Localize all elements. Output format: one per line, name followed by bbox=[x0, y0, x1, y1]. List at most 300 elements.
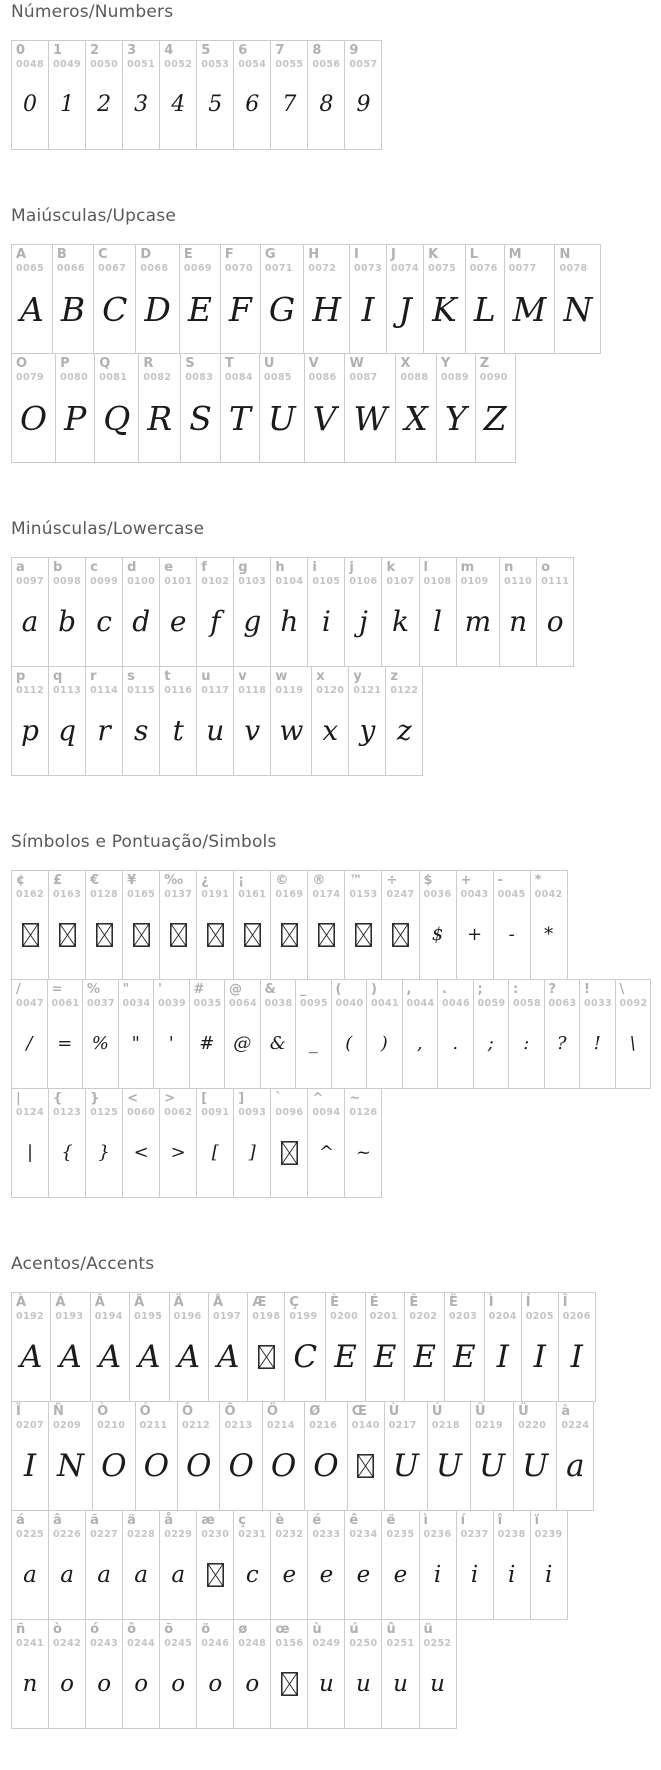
char-label: ë bbox=[386, 1513, 396, 1528]
char-cell bbox=[93, 244, 136, 354]
glyph: I bbox=[23, 1447, 37, 1484]
char-cell bbox=[11, 1510, 49, 1620]
char-label: N bbox=[559, 247, 571, 262]
unicode-code: 0174 bbox=[312, 888, 341, 900]
cell-head bbox=[160, 1511, 196, 1540]
char-label: Æ bbox=[252, 1295, 267, 1310]
char-cell bbox=[85, 40, 123, 150]
unicode-code: 0165 bbox=[127, 888, 156, 900]
glyph-preview bbox=[49, 1649, 85, 1728]
char-label: @ bbox=[229, 982, 242, 997]
char-label: È bbox=[330, 1295, 340, 1310]
char-cell bbox=[196, 870, 234, 980]
char-cell bbox=[135, 244, 179, 354]
char-cell bbox=[304, 353, 346, 463]
glyph-preview bbox=[12, 1118, 48, 1197]
glyph-preview bbox=[160, 696, 196, 775]
glyph: M bbox=[512, 289, 547, 329]
char-cell bbox=[11, 666, 49, 776]
cell-head bbox=[123, 667, 159, 696]
char-cell bbox=[219, 1401, 262, 1511]
glyph: U bbox=[267, 398, 296, 438]
cell-head bbox=[49, 558, 85, 587]
cell-head bbox=[308, 558, 344, 587]
glyph: @ bbox=[233, 1033, 252, 1055]
char-cell bbox=[270, 870, 308, 980]
glyph-preview bbox=[197, 900, 233, 979]
section-title: Números/Numbers bbox=[11, 2, 174, 22]
unicode-code: 0085 bbox=[263, 371, 292, 383]
glyph-preview bbox=[12, 1431, 48, 1510]
unicode-code: 0074 bbox=[391, 262, 420, 274]
char-label: 8 bbox=[312, 43, 322, 58]
cell-head bbox=[234, 1620, 270, 1649]
char-cell bbox=[395, 353, 437, 463]
glyph-row bbox=[11, 870, 651, 980]
char-cell bbox=[344, 1088, 382, 1198]
char-label: t bbox=[164, 669, 171, 684]
unicode-code: 0192 bbox=[16, 1310, 45, 1322]
char-cell bbox=[307, 40, 345, 150]
cell-head bbox=[296, 980, 331, 1009]
unicode-code: 0054 bbox=[238, 58, 267, 70]
glyph: E bbox=[453, 1338, 476, 1375]
missing-glyph-icon bbox=[170, 923, 187, 947]
glyph: g bbox=[243, 605, 262, 639]
char-cell bbox=[50, 1292, 90, 1402]
char-cell bbox=[381, 1510, 419, 1620]
char-label: 1 bbox=[53, 43, 63, 58]
char-label: a bbox=[16, 560, 25, 575]
cell-head bbox=[49, 1402, 92, 1431]
cell-head bbox=[12, 667, 48, 696]
char-label: Ø bbox=[309, 1404, 321, 1419]
glyph-preview bbox=[420, 1540, 456, 1619]
char-label: £ bbox=[53, 873, 63, 888]
glyph-preview bbox=[136, 274, 178, 353]
glyph-preview bbox=[260, 383, 304, 462]
glyph: C bbox=[102, 289, 128, 329]
glyph-preview bbox=[345, 900, 381, 979]
unicode-code: 0153 bbox=[349, 888, 378, 900]
char-cell bbox=[48, 40, 86, 150]
char-label: ] bbox=[238, 1091, 245, 1106]
cell-head bbox=[49, 1620, 85, 1649]
char-label: Ú bbox=[431, 1404, 443, 1419]
char-label: ê bbox=[349, 1513, 359, 1528]
char-cell bbox=[159, 1088, 197, 1198]
glyph-preview bbox=[180, 274, 220, 353]
char-cell bbox=[153, 979, 190, 1089]
char-cell bbox=[579, 979, 616, 1089]
cell-head bbox=[367, 980, 402, 1009]
glyph-row bbox=[11, 40, 651, 150]
glyph-preview bbox=[555, 274, 600, 353]
cell-head bbox=[49, 1511, 85, 1540]
glyph-preview bbox=[234, 1540, 270, 1619]
unicode-code: 0236 bbox=[423, 1528, 452, 1540]
cell-head bbox=[12, 1089, 48, 1118]
unicode-code: 0042 bbox=[534, 888, 563, 900]
unicode-code: 0207 bbox=[16, 1419, 45, 1431]
glyph-preview bbox=[405, 1322, 444, 1401]
char-cell bbox=[122, 557, 160, 667]
unicode-code: 0106 bbox=[349, 575, 378, 587]
unicode-code: 0241 bbox=[16, 1637, 45, 1649]
glyph-preview bbox=[12, 274, 52, 353]
glyph-preview bbox=[382, 900, 418, 979]
unicode-code: 0065 bbox=[16, 262, 45, 274]
glyph: T bbox=[228, 398, 251, 438]
glyph-preview bbox=[349, 696, 385, 775]
cell-head bbox=[234, 667, 270, 696]
cell-head bbox=[234, 41, 270, 70]
glyph-preview bbox=[123, 1649, 159, 1728]
char-label: W bbox=[349, 356, 364, 371]
char-cell bbox=[436, 353, 476, 463]
cell-head bbox=[494, 1511, 530, 1540]
char-cell bbox=[179, 244, 221, 354]
cell-head bbox=[12, 1511, 48, 1540]
char-cell bbox=[48, 870, 86, 980]
glyph-preview bbox=[12, 587, 48, 666]
glyph-preview bbox=[48, 1009, 83, 1088]
unicode-code: 0096 bbox=[275, 1106, 304, 1118]
unicode-code: 0245 bbox=[164, 1637, 193, 1649]
cell-head bbox=[86, 41, 122, 70]
char-cell bbox=[11, 40, 49, 150]
char-label: T bbox=[224, 356, 234, 371]
char-cell bbox=[304, 1401, 347, 1511]
glyph-preview bbox=[91, 1322, 129, 1401]
glyph-preview bbox=[531, 1540, 567, 1619]
char-label: ò bbox=[53, 1622, 62, 1637]
cell-head bbox=[345, 354, 395, 383]
char-cell bbox=[169, 1292, 209, 1402]
glyph: O bbox=[101, 1447, 127, 1484]
glyph: 8 bbox=[319, 92, 334, 118]
char-cell bbox=[365, 1292, 406, 1402]
char-cell bbox=[303, 244, 350, 354]
cell-head bbox=[457, 558, 500, 587]
glyph: A bbox=[98, 1338, 122, 1375]
char-cell bbox=[196, 1088, 234, 1198]
cell-head bbox=[308, 871, 344, 900]
cell-head bbox=[48, 980, 83, 1009]
cell-head bbox=[420, 1620, 456, 1649]
unicode-code: 0067 bbox=[98, 262, 127, 274]
glyph-preview bbox=[271, 587, 307, 666]
cell-head bbox=[136, 245, 178, 274]
char-cell bbox=[196, 40, 234, 150]
char-cell bbox=[159, 557, 197, 667]
glyph-row bbox=[11, 244, 651, 354]
glyph: S bbox=[189, 398, 212, 438]
glyph-preview bbox=[49, 900, 85, 979]
char-label: Q bbox=[99, 356, 111, 371]
char-cell bbox=[233, 557, 271, 667]
char-label: Â bbox=[94, 1295, 105, 1310]
cell-head bbox=[312, 667, 348, 696]
unicode-code: 0193 bbox=[55, 1310, 84, 1322]
char-label: 6 bbox=[238, 43, 248, 58]
unicode-code: 0124 bbox=[16, 1106, 45, 1118]
char-label: ¿ bbox=[201, 873, 209, 888]
char-label: ö bbox=[201, 1622, 211, 1637]
char-cell bbox=[11, 557, 49, 667]
glyph: a bbox=[97, 1561, 111, 1588]
unicode-code: 0095 bbox=[300, 997, 329, 1009]
unicode-code: 0202 bbox=[409, 1310, 438, 1322]
cell-head bbox=[221, 245, 260, 274]
char-cell bbox=[513, 1401, 557, 1511]
cell-head bbox=[271, 1511, 307, 1540]
missing-glyph-icon bbox=[207, 923, 224, 947]
cell-head bbox=[123, 871, 159, 900]
cell-head bbox=[387, 245, 423, 274]
glyph-preview bbox=[345, 587, 381, 666]
char-cell bbox=[122, 40, 160, 150]
glyph: U bbox=[522, 1447, 549, 1484]
char-cell bbox=[159, 1619, 197, 1729]
glyph: o bbox=[97, 1670, 112, 1697]
cell-head bbox=[86, 1511, 122, 1540]
glyph: o bbox=[208, 1670, 223, 1697]
cell-head bbox=[420, 871, 456, 900]
char-label: > bbox=[164, 1091, 176, 1106]
glyph-preview bbox=[457, 1540, 493, 1619]
char-cell bbox=[55, 353, 95, 463]
unicode-code: 0100 bbox=[127, 575, 156, 587]
char-cell bbox=[344, 1510, 382, 1620]
glyph-preview bbox=[557, 1431, 593, 1510]
unicode-code: 0137 bbox=[164, 888, 193, 900]
char-cell bbox=[48, 1510, 86, 1620]
cell-head bbox=[474, 980, 509, 1009]
unicode-code: 0238 bbox=[497, 1528, 526, 1540]
char-cell bbox=[159, 666, 197, 776]
char-label: R bbox=[143, 356, 154, 371]
glyph-preview bbox=[86, 587, 122, 666]
glyph: m bbox=[464, 605, 492, 639]
unicode-code: 0039 bbox=[158, 997, 187, 1009]
glyph-preview bbox=[345, 1540, 381, 1619]
glyph: d bbox=[132, 605, 151, 639]
glyph-preview bbox=[522, 1322, 558, 1401]
char-cell bbox=[270, 40, 308, 150]
char-label: 3 bbox=[127, 43, 137, 58]
glyph: n bbox=[22, 1670, 38, 1697]
cell-head bbox=[545, 980, 580, 1009]
unicode-code: 0247 bbox=[386, 888, 415, 900]
char-cell bbox=[11, 244, 53, 354]
glyph: i bbox=[545, 1561, 553, 1588]
glyph-preview bbox=[366, 1322, 405, 1401]
glyph-preview bbox=[86, 1649, 122, 1728]
cell-head bbox=[345, 1511, 381, 1540]
char-label: Í bbox=[525, 1295, 531, 1310]
glyph-preview bbox=[387, 274, 423, 353]
cell-head bbox=[160, 41, 196, 70]
unicode-code: 0225 bbox=[16, 1528, 45, 1540]
glyph-preview bbox=[457, 587, 500, 666]
glyph-preview bbox=[93, 1431, 134, 1510]
unicode-code: 0216 bbox=[309, 1419, 338, 1431]
cell-head bbox=[197, 1620, 233, 1649]
unicode-code: 0047 bbox=[16, 997, 45, 1009]
cell-head bbox=[49, 871, 85, 900]
char-label: æ bbox=[201, 1513, 215, 1528]
char-label: A bbox=[16, 247, 27, 262]
char-label: õ bbox=[164, 1622, 174, 1637]
glyph: Y bbox=[444, 398, 467, 438]
char-cell bbox=[233, 1088, 271, 1198]
char-label: Ò bbox=[97, 1404, 109, 1419]
cell-head bbox=[580, 980, 615, 1009]
glyph: v bbox=[244, 714, 261, 748]
glyph: & bbox=[269, 1033, 286, 1055]
glyph-preview bbox=[382, 1540, 418, 1619]
char-label: f bbox=[201, 560, 207, 575]
glyph: a bbox=[23, 1561, 37, 1588]
glyph-row bbox=[11, 353, 651, 463]
unicode-code: 0041 bbox=[371, 997, 400, 1009]
section-title: Acentos/Accents bbox=[11, 1254, 155, 1274]
char-label: á bbox=[16, 1513, 25, 1528]
glyph: i bbox=[507, 1561, 516, 1588]
cell-head bbox=[382, 558, 418, 587]
unicode-code: 0078 bbox=[559, 262, 588, 274]
glyph: D bbox=[144, 289, 171, 329]
glyph: q bbox=[58, 714, 77, 748]
section-accents bbox=[11, 1254, 651, 1729]
char-label: Œ bbox=[351, 1404, 367, 1419]
glyph: O bbox=[20, 398, 48, 438]
cell-head bbox=[271, 558, 307, 587]
char-cell bbox=[82, 979, 119, 1089]
cell-head bbox=[139, 354, 180, 383]
glyph: W bbox=[353, 398, 388, 438]
unicode-code: 0102 bbox=[201, 575, 230, 587]
glyph: ; bbox=[487, 1033, 494, 1055]
glyph-preview bbox=[197, 1540, 233, 1619]
char-label: â bbox=[53, 1513, 62, 1528]
glyph: 0 bbox=[23, 92, 38, 118]
glyph: H bbox=[312, 289, 341, 329]
glyph-preview bbox=[500, 587, 536, 666]
char-label: D bbox=[140, 247, 152, 262]
glyph: e bbox=[356, 1561, 371, 1588]
char-label: Y bbox=[440, 356, 451, 371]
cell-head bbox=[285, 1293, 325, 1322]
char-label: ! bbox=[584, 982, 590, 997]
unicode-code: 0076 bbox=[469, 262, 498, 274]
glyph: I bbox=[496, 1338, 509, 1375]
glyph-preview bbox=[505, 274, 555, 353]
glyph: o bbox=[245, 1670, 260, 1697]
unicode-code: 0035 bbox=[193, 997, 222, 1009]
cell-head bbox=[271, 41, 307, 70]
char-label: Ã bbox=[134, 1295, 145, 1310]
glyph-preview bbox=[51, 1322, 89, 1401]
glyph-preview bbox=[160, 70, 196, 149]
cell-head bbox=[308, 41, 344, 70]
glyph: 5 bbox=[208, 92, 223, 118]
section-upcase bbox=[11, 206, 651, 463]
cell-head bbox=[382, 1620, 418, 1649]
unicode-code: 0046 bbox=[442, 997, 471, 1009]
char-label: . bbox=[442, 982, 447, 997]
glyph: I bbox=[533, 1338, 546, 1375]
char-label: i bbox=[312, 560, 317, 575]
glyph: O bbox=[270, 1447, 297, 1484]
cell-head bbox=[555, 245, 600, 274]
unicode-code: 0080 bbox=[60, 371, 89, 383]
cell-head bbox=[616, 980, 651, 1009]
glyph-preview bbox=[86, 900, 122, 979]
glyph-preview bbox=[95, 383, 138, 462]
char-label: { bbox=[53, 1091, 63, 1106]
char-cell bbox=[456, 557, 501, 667]
char-cell bbox=[247, 1292, 285, 1402]
unicode-code: 0089 bbox=[440, 371, 469, 383]
glyph-preview bbox=[160, 900, 196, 979]
char-cell bbox=[384, 1401, 428, 1511]
glyph: I bbox=[570, 1338, 583, 1375]
glyph: s bbox=[133, 714, 149, 748]
char-label: / bbox=[16, 982, 21, 997]
glyph-preview bbox=[154, 1009, 189, 1088]
unicode-code: 0234 bbox=[349, 1528, 378, 1540]
glyph-preview bbox=[49, 1431, 92, 1510]
unicode-code: 0075 bbox=[428, 262, 457, 274]
char-cell bbox=[47, 979, 84, 1089]
unicode-code: 0123 bbox=[53, 1106, 82, 1118]
cell-head bbox=[160, 667, 196, 696]
unicode-code: 0163 bbox=[53, 888, 82, 900]
glyph-preview bbox=[86, 1540, 122, 1619]
glyph: * bbox=[544, 924, 554, 946]
cell-head bbox=[123, 1511, 159, 1540]
glyph-preview bbox=[12, 1540, 48, 1619]
cell-head bbox=[56, 354, 94, 383]
glyph-preview bbox=[308, 900, 344, 979]
char-cell bbox=[233, 870, 271, 980]
glyph: A bbox=[177, 1338, 200, 1375]
char-cell bbox=[493, 1510, 531, 1620]
cell-head bbox=[123, 558, 159, 587]
unicode-code: 0204 bbox=[488, 1310, 517, 1322]
cell-head bbox=[382, 871, 418, 900]
glyph: i bbox=[321, 605, 331, 639]
char-label: ‰ bbox=[164, 873, 183, 888]
char-cell bbox=[270, 1510, 308, 1620]
glyph: t bbox=[172, 714, 184, 748]
unicode-code: 0112 bbox=[16, 684, 45, 696]
cell-head bbox=[49, 667, 85, 696]
glyph: j bbox=[359, 605, 368, 639]
unicode-code: 0214 bbox=[266, 1419, 295, 1431]
unicode-code: 0128 bbox=[90, 888, 119, 900]
char-cell bbox=[135, 1401, 178, 1511]
char-label: y bbox=[353, 669, 362, 684]
glyph-preview bbox=[305, 1431, 346, 1510]
glyph-preview bbox=[234, 70, 270, 149]
glyph-preview bbox=[537, 587, 573, 666]
char-cell bbox=[196, 557, 234, 667]
glyph: Z bbox=[483, 398, 507, 438]
unicode-code: 0052 bbox=[164, 58, 193, 70]
